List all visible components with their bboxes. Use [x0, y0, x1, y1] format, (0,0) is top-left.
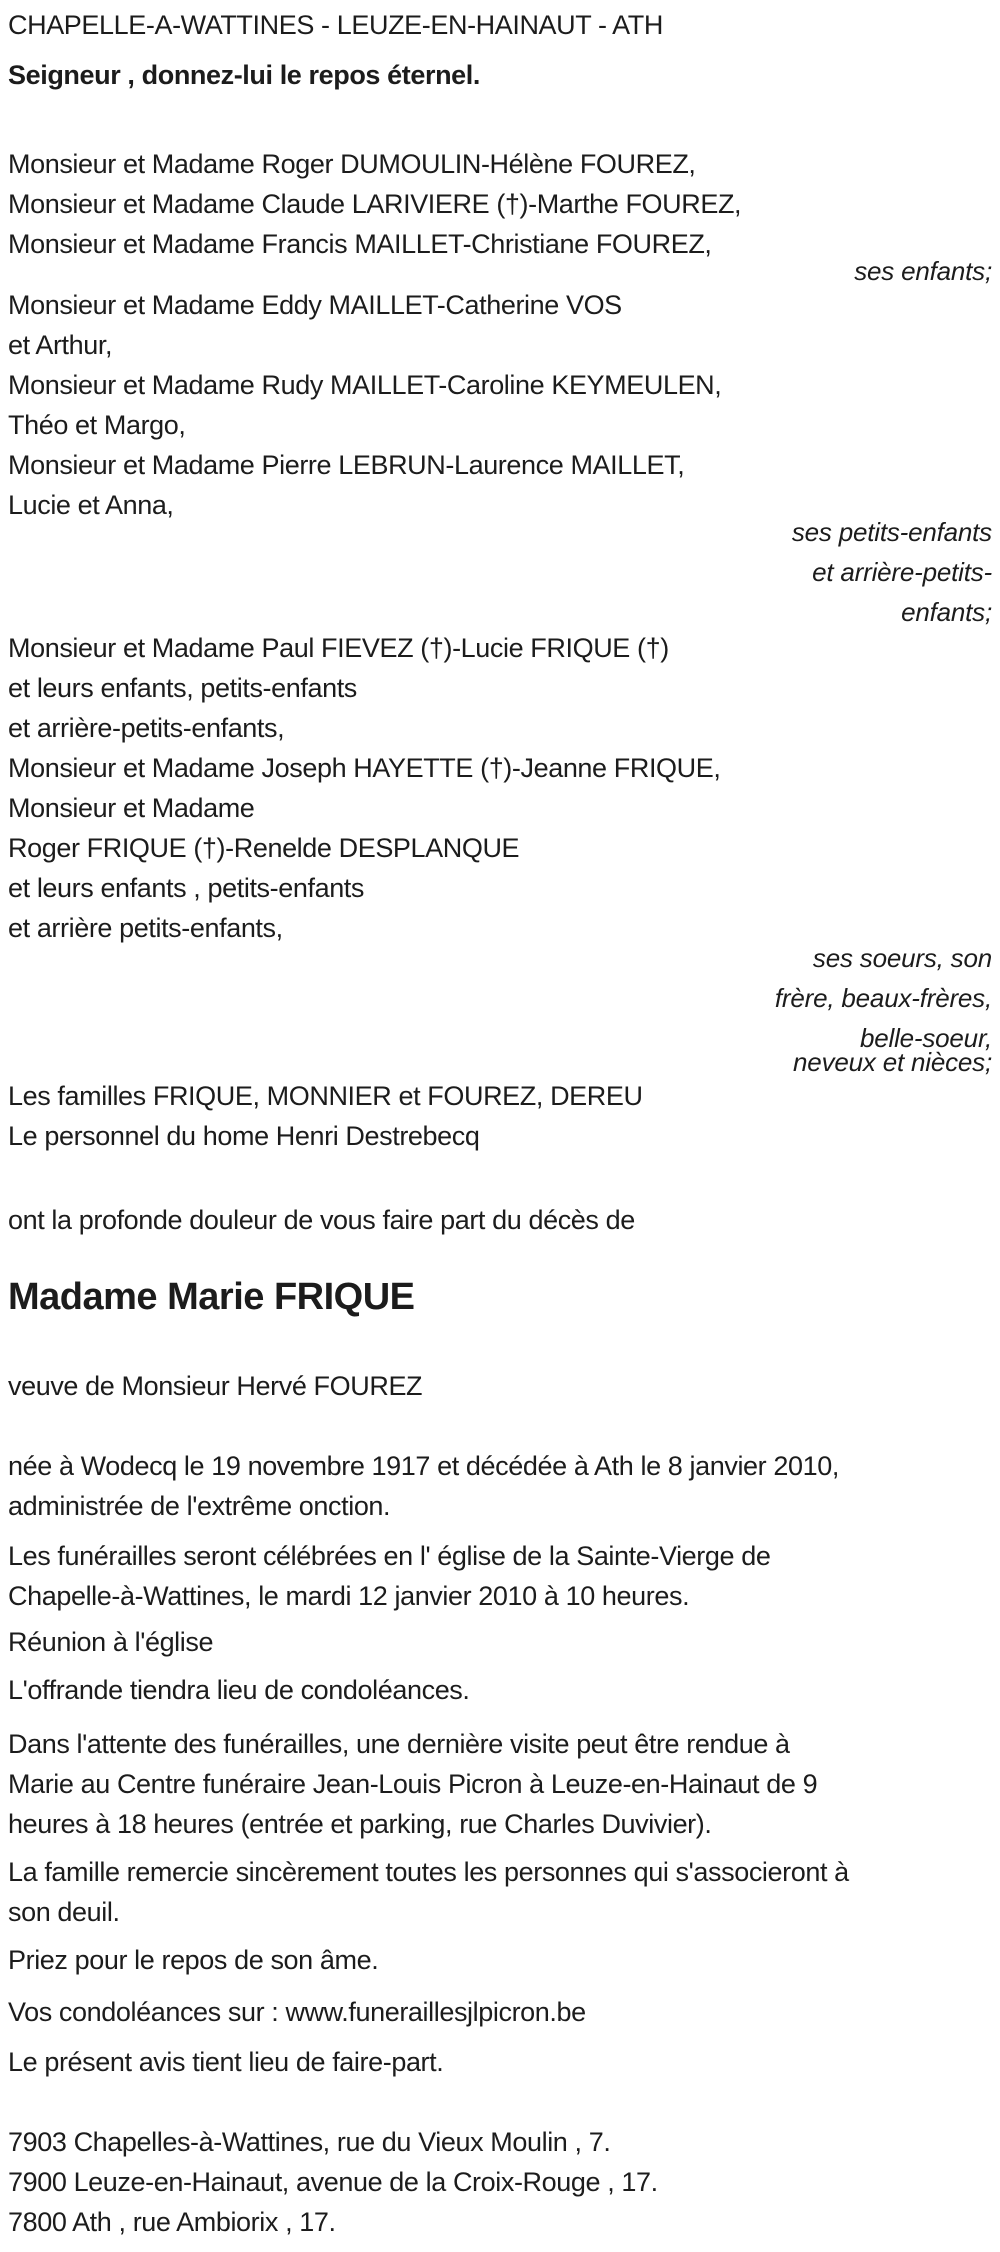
details-section — [8, 1446, 992, 2082]
prayer-line: Priez pour le repos de son âme. — [8, 1945, 379, 1975]
visit-line: Marie au Centre funéraire Jean-Louis Picron à Leuze-en-Hainaut de 9 — [8, 1769, 818, 1799]
family-line: et leurs enfants , petits-enfants — [8, 873, 365, 903]
address-line: 7900 Leuze-en-Hainaut, avenue de la Croix-Rouge , 17. — [8, 2167, 658, 2197]
birth-death-line: administrée de l'extrême onction. — [8, 1491, 391, 1521]
relation-label-siblings: belle-soeur, — [859, 1023, 992, 1053]
legal-notice-line: Le présent avis tient lieu de faire-part. — [8, 2047, 444, 2077]
visit-paragraph — [8, 1724, 992, 1844]
family-line: Théo et Margo, — [8, 410, 186, 440]
family-line: Monsieur et Madame — [8, 793, 255, 823]
epitaph: Seigneur , donnez-lui le repos éternel. — [8, 60, 480, 90]
family-line: Monsieur et Madame Joseph HAYETTE (†)-Jeanne FRIQUE, — [8, 753, 721, 783]
funeral-paragraph — [8, 1536, 992, 1616]
family-line: Monsieur et Madame Claude LARIVIERE (†)-Marthe FOUREZ, — [8, 189, 742, 219]
birth-death-line: née à Wodecq le 19 novembre 1917 et décédée à Ath le 8 janvier 2010, — [8, 1451, 839, 1481]
relation-label-grandchildren: ses petits-enfants — [791, 517, 992, 547]
family-line: Monsieur et Madame Paul FIEVEZ (†)-Lucie FRIQUE (†) — [8, 633, 669, 663]
address-line: 7800 Ath , rue Ambiorix , 17. — [8, 2207, 336, 2237]
family-section — [8, 144, 992, 1156]
birth-death-paragraph — [8, 1446, 992, 1526]
widow-line: veuve de Monsieur Hervé FOUREZ — [8, 1371, 423, 1401]
family-line: et arrière petits-enfants, — [8, 913, 283, 943]
family-line: Roger FRIQUE (†)-Renelde DESPLANQUE — [8, 833, 520, 863]
family-line: Monsieur et Madame Eddy MAILLET-Catherine VOS — [8, 290, 622, 320]
family-line: Monsieur et Madame Pierre LEBRUN-Laurence MAILLET, — [8, 450, 685, 480]
funeral-line: Chapelle-à-Wattines, le mardi 12 janvier 2010 à 10 heures. — [8, 1581, 690, 1611]
deceased-name: Madame Marie FRIQUE — [8, 1276, 415, 1318]
meeting-line: Réunion à l'église — [8, 1627, 214, 1657]
addresses-section — [8, 2122, 992, 2242]
relation-label-grandchildren: enfants; — [901, 597, 992, 627]
visit-line: Dans l'attente des funérailles, une dernière visite peut être rendue à — [8, 1729, 790, 1759]
families-line: Les familles FRIQUE, MONNIER et FOUREZ, DEREU — [8, 1081, 643, 1111]
relation-label-siblings: ses soeurs, son — [812, 943, 992, 973]
thanks-line: son deuil. — [8, 1897, 120, 1927]
family-line: Monsieur et Madame Rudy MAILLET-Caroline KEYMEULEN, — [8, 370, 722, 400]
staff-line: Le personnel du home Henri Destrebecq — [8, 1121, 480, 1151]
thanks-line: La famille remercie sincèrement toutes les personnes qui s'associeront à — [8, 1857, 849, 1887]
address-line: 7903 Chapelles-à-Wattines, rue du Vieux Moulin , 7. — [8, 2127, 611, 2157]
relation-label-children: ses enfants; — [854, 256, 992, 286]
family-line: Lucie et Anna, — [8, 490, 174, 520]
family-line: et leurs enfants, petits-enfants — [8, 673, 357, 703]
family-line: Monsieur et Madame Roger DUMOULIN-Hélène FOUREZ, — [8, 149, 696, 179]
offering-line: L'offrande tiendra lieu de condoléances. — [8, 1675, 470, 1705]
relation-label-siblings: neveux et nièces; — [793, 1047, 992, 1077]
relation-label-grandchildren: et arrière-petits- — [812, 557, 992, 587]
relation-label-siblings: frère, beaux-frères, — [774, 983, 992, 1013]
family-line: et Arthur, — [8, 330, 113, 360]
thanks-paragraph — [8, 1852, 992, 1932]
announcement-section — [8, 1200, 992, 1406]
visit-line: heures à 18 heures (entrée et parking, rue Charles Duvivier). — [8, 1809, 712, 1839]
intro-line: ont la profonde douleur de vous faire part du décès de — [8, 1205, 635, 1235]
funeral-line: Les funérailles seront célébrées en l' église de la Sainte-Vierge de — [8, 1541, 771, 1571]
condolences-line: Vos condoléances sur : www.funeraillesjlpicron.be — [8, 1997, 586, 2027]
locations-header: CHAPELLE-A-WATTINES - LEUZE-EN-HAINAUT - ATH — [8, 10, 663, 40]
family-line: Monsieur et Madame Francis MAILLET-Christiane FOUREZ, — [8, 229, 712, 259]
family-line: et arrière-petits-enfants, — [8, 713, 285, 743]
